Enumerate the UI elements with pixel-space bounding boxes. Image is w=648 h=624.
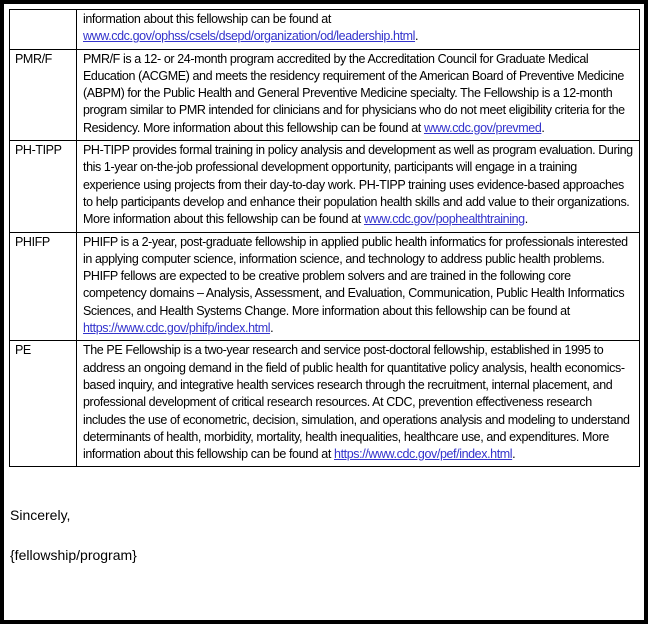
fellowship-description: [77, 232, 640, 341]
table-row: [10, 10, 640, 50]
fellowship-link[interactable]: www.cdc.gov/pophealthtraining: [363, 212, 525, 227]
fellowship-link[interactable]: https://www.cdc.gov/phifp/index.html: [83, 321, 271, 336]
fellowship-description: [77, 141, 640, 232]
fellowship-acronym: PHIFP: [10, 232, 77, 341]
fellowship-acronym: PE: [10, 341, 77, 467]
fellowship-table-body: [10, 10, 640, 467]
signature-placeholder: {fellowship/program}: [10, 547, 137, 564]
closing-text: Sincerely,: [10, 507, 71, 524]
description-text: The PE Fellowship is a two-year research and service post-doctoral fellowship, established in 1995 to address an ongoing demand in the field of public health for quantitative policy analysis, health economics-based inquiry, and integrative health services research through the recruitment, internal placement, and professional development of critical research resources. At CDC, prevention effectiveness research includes the use of econometric, decision, simulation, and operations analysis and modeling to understand determinants of health, morbidity, mortality, health inequalities, healthcare use, and expenditures. More information about this fellowship can be found at: [83, 343, 630, 462]
description-text: PMR/F is a 12- or 24-month program accredited by the Accreditation Council for Graduate Medical Education (ACGME) and meets the residency requirement of the American Board of Preventive Medicine (ABPM) for the Public Health and General Preventive Medicine specialty. The Fellowship is a 12-month program similar to PMR intended for clinicians and for physicians who do not meet eligibility criteria for the Residency. More information about this fellowship can be found at: [83, 51, 625, 135]
fellowship-acronym: PMR/F: [10, 49, 77, 140]
fellowship-description: [77, 49, 640, 140]
fellowship-acronym: PH-TIPP: [10, 141, 77, 232]
description-text: .: [524, 212, 528, 227]
table-row: [10, 232, 640, 341]
description-text: .: [270, 321, 274, 336]
description-text: .: [512, 447, 516, 462]
fellowship-link[interactable]: www.cdc.gov/ophss/csels/dsepd/organization/od/leadership.html: [83, 29, 416, 44]
fellowship-link[interactable]: https://www.cdc.gov/pef/index.html: [334, 447, 513, 462]
table-row: [10, 141, 640, 232]
fellowship-acronym: [10, 10, 77, 50]
description-text: PH-TIPP provides formal training in policy analysis and development as well as program evaluation. During this 1-year on-the-job professional development opportunity, participants will engage in a training experience using projects from their day-to-day work. PH-TIPP training uses evidence-based approaches to help participants develop and enhance their population health skills and add value to their organizations. More information about this fellowship can be found at: [83, 143, 633, 227]
fellowship-link[interactable]: www.cdc.gov/prevmed: [423, 120, 542, 135]
fellowship-table: [9, 9, 640, 467]
table-row: [10, 341, 640, 467]
description-text: PHIFP is a 2-year, post-graduate fellowship in applied public health informatics for professionals interested in applying computer science, information science, and technology to address public health problems. PHIFP fellows are expected to be creative problem solvers and are trained in the following core competency domains – Analysis, Assessment, and Evaluation, Communication, Public Health Informatics Sciences, and Health Systems Change. More information about this fellowship can be found at: [83, 234, 628, 318]
description-text: information about this fellowship can be found at: [83, 12, 331, 26]
fellowship-description: [77, 341, 640, 467]
description-text: .: [415, 29, 419, 44]
description-text: .: [541, 120, 545, 135]
table-row: [10, 49, 640, 140]
fellowship-description: [77, 10, 640, 50]
